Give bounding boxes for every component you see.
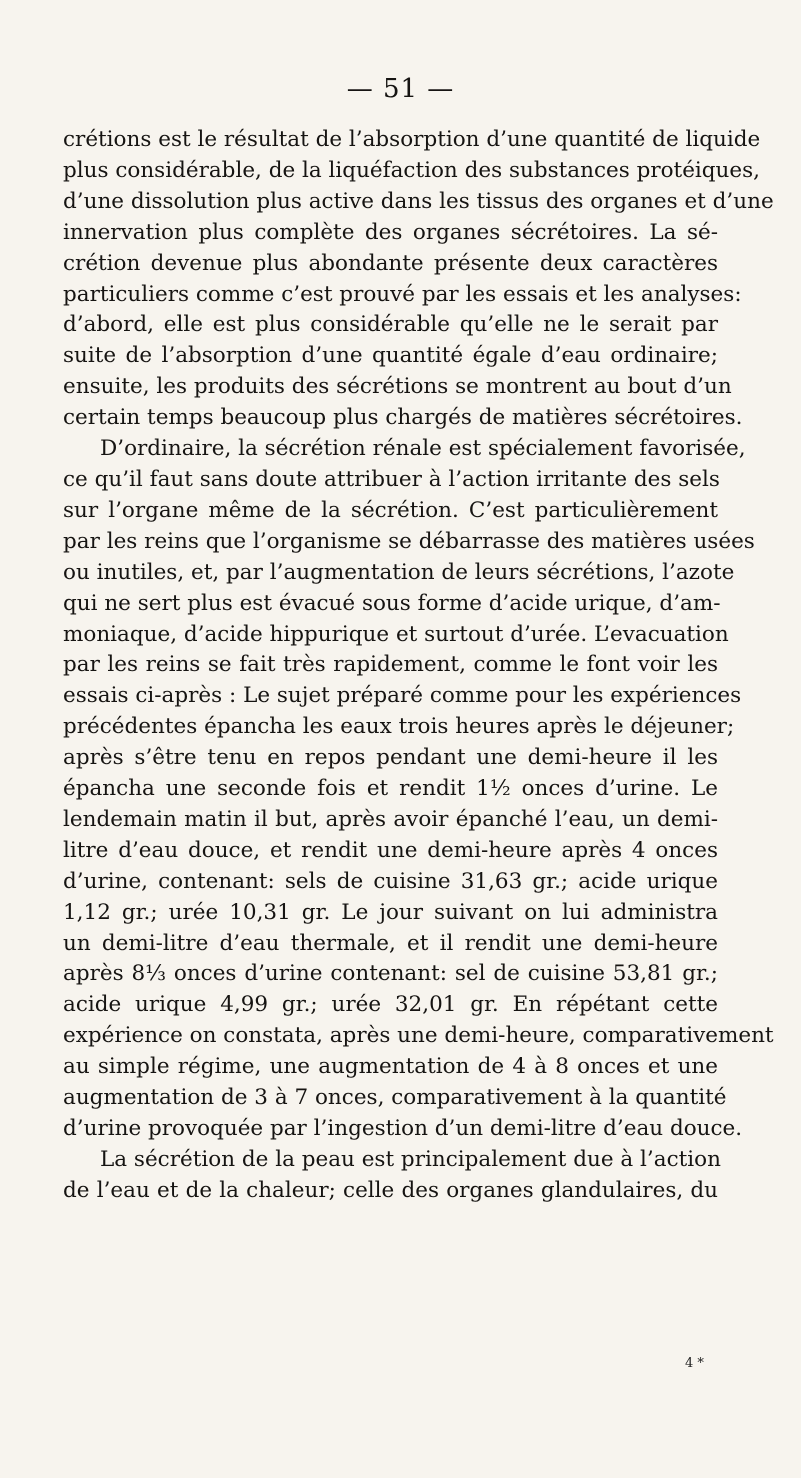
- text-line: litre d’eau douce, et rendit une demi-heure après 4 onces: [63, 837, 718, 863]
- text-line: ensuite, les produits des sécrétions se montrent au bout d’un: [63, 374, 732, 400]
- text-line: d’urine, contenant: sels de cuisine 31,63 gr.; acide urique: [63, 868, 718, 894]
- text-line: suite de l’absorption d’une quantité égale d’eau ordinaire;: [63, 343, 718, 369]
- text-line: D’ordinaire, la sécrétion rénale est spécialement favorisée,: [100, 436, 746, 462]
- text-line: épancha une seconde fois et rendit 1½ onces d’urine. Le: [63, 776, 718, 802]
- text-line: La sécrétion de la peau est principalement due à l’action: [100, 1146, 721, 1172]
- text-line: d’abord, elle est plus considérable qu’elle ne le serait par: [63, 312, 718, 338]
- text-line: 1,12 gr.; urée 10,31 gr. Le jour suivant on lui administra: [63, 899, 718, 925]
- text-line: crétions est le résultat de l’absorption d’une quantité de liquide: [63, 127, 761, 152]
- text-line: plus considérable, de la liquéfaction des substances protéiques,: [63, 157, 760, 183]
- text-line: par les reins se fait très rapidement, comme le font voir les: [63, 652, 718, 678]
- signature-mark: 4 *: [685, 1356, 704, 1371]
- text-line: moniaque, d’acide hippurique et surtout d’urée. L’evacuation: [63, 621, 729, 647]
- page-number: — 51 —: [346, 74, 455, 104]
- text-line: ou inutiles, et, par l’augmentation de leurs sécrétions, l’azote: [63, 559, 735, 585]
- text-line: augmentation de 3 à 7 onces, comparativement à la quantité: [63, 1085, 727, 1111]
- text-line: un demi-litre d’eau thermale, et il rendit une demi-heure: [63, 930, 718, 956]
- body-text: [63, 125, 774, 1207]
- text-line: d’une dissolution plus active dans les tissus des organes et d’une: [63, 188, 774, 214]
- text-line: sur l’organe même de la sécrétion. C’est particulièrement: [63, 497, 718, 523]
- text-line: lendemain matin il but, après avoir épanché l’eau, un demi-: [63, 806, 718, 832]
- text-line: ce qu’il faut sans doute attribuer à l’action irritante des sels: [63, 466, 720, 492]
- text-line: après 8⅓ onces d’urine contenant: sel de cuisine 53,81 gr.;: [63, 961, 718, 987]
- text-line: acide urique 4,99 gr.; urée 32,01 gr. En répétant cette: [63, 992, 718, 1018]
- text-line: certain temps beaucoup plus chargés de matières sécrétoires.: [63, 405, 743, 431]
- text-line: essais ci-après : Le sujet préparé comme pour les expériences: [63, 683, 742, 709]
- text-line: particuliers comme c’est prouvé par les essais et les analyses:: [63, 281, 742, 307]
- text-line: d’urine provoquée par l’ingestion d’un demi-litre d’eau douce.: [63, 1116, 743, 1141]
- text-line: crétion devenue plus abondante présente deux caractères: [63, 250, 718, 276]
- text-line: après s’être tenu en repos pendant une demi-heure il les: [63, 745, 718, 771]
- text-line: expérience on constata, après une demi-heure, comparativement: [63, 1023, 774, 1049]
- text-line: précédentes épancha les eaux trois heures après le déjeuner;: [63, 714, 735, 740]
- text-line: de l’eau et de la chaleur; celle des organes glandulaires, du: [63, 1177, 718, 1203]
- text-line: au simple régime, une augmentation de 4 à 8 onces et une: [63, 1054, 718, 1080]
- text-line: innervation plus complète des organes sécrétoires. La sé-: [63, 219, 718, 245]
- text-line: qui ne sert plus est évacué sous forme d’acide urique, d’am-: [63, 590, 721, 616]
- text-line: par les reins que l’organisme se débarrasse des matières usées: [63, 528, 755, 554]
